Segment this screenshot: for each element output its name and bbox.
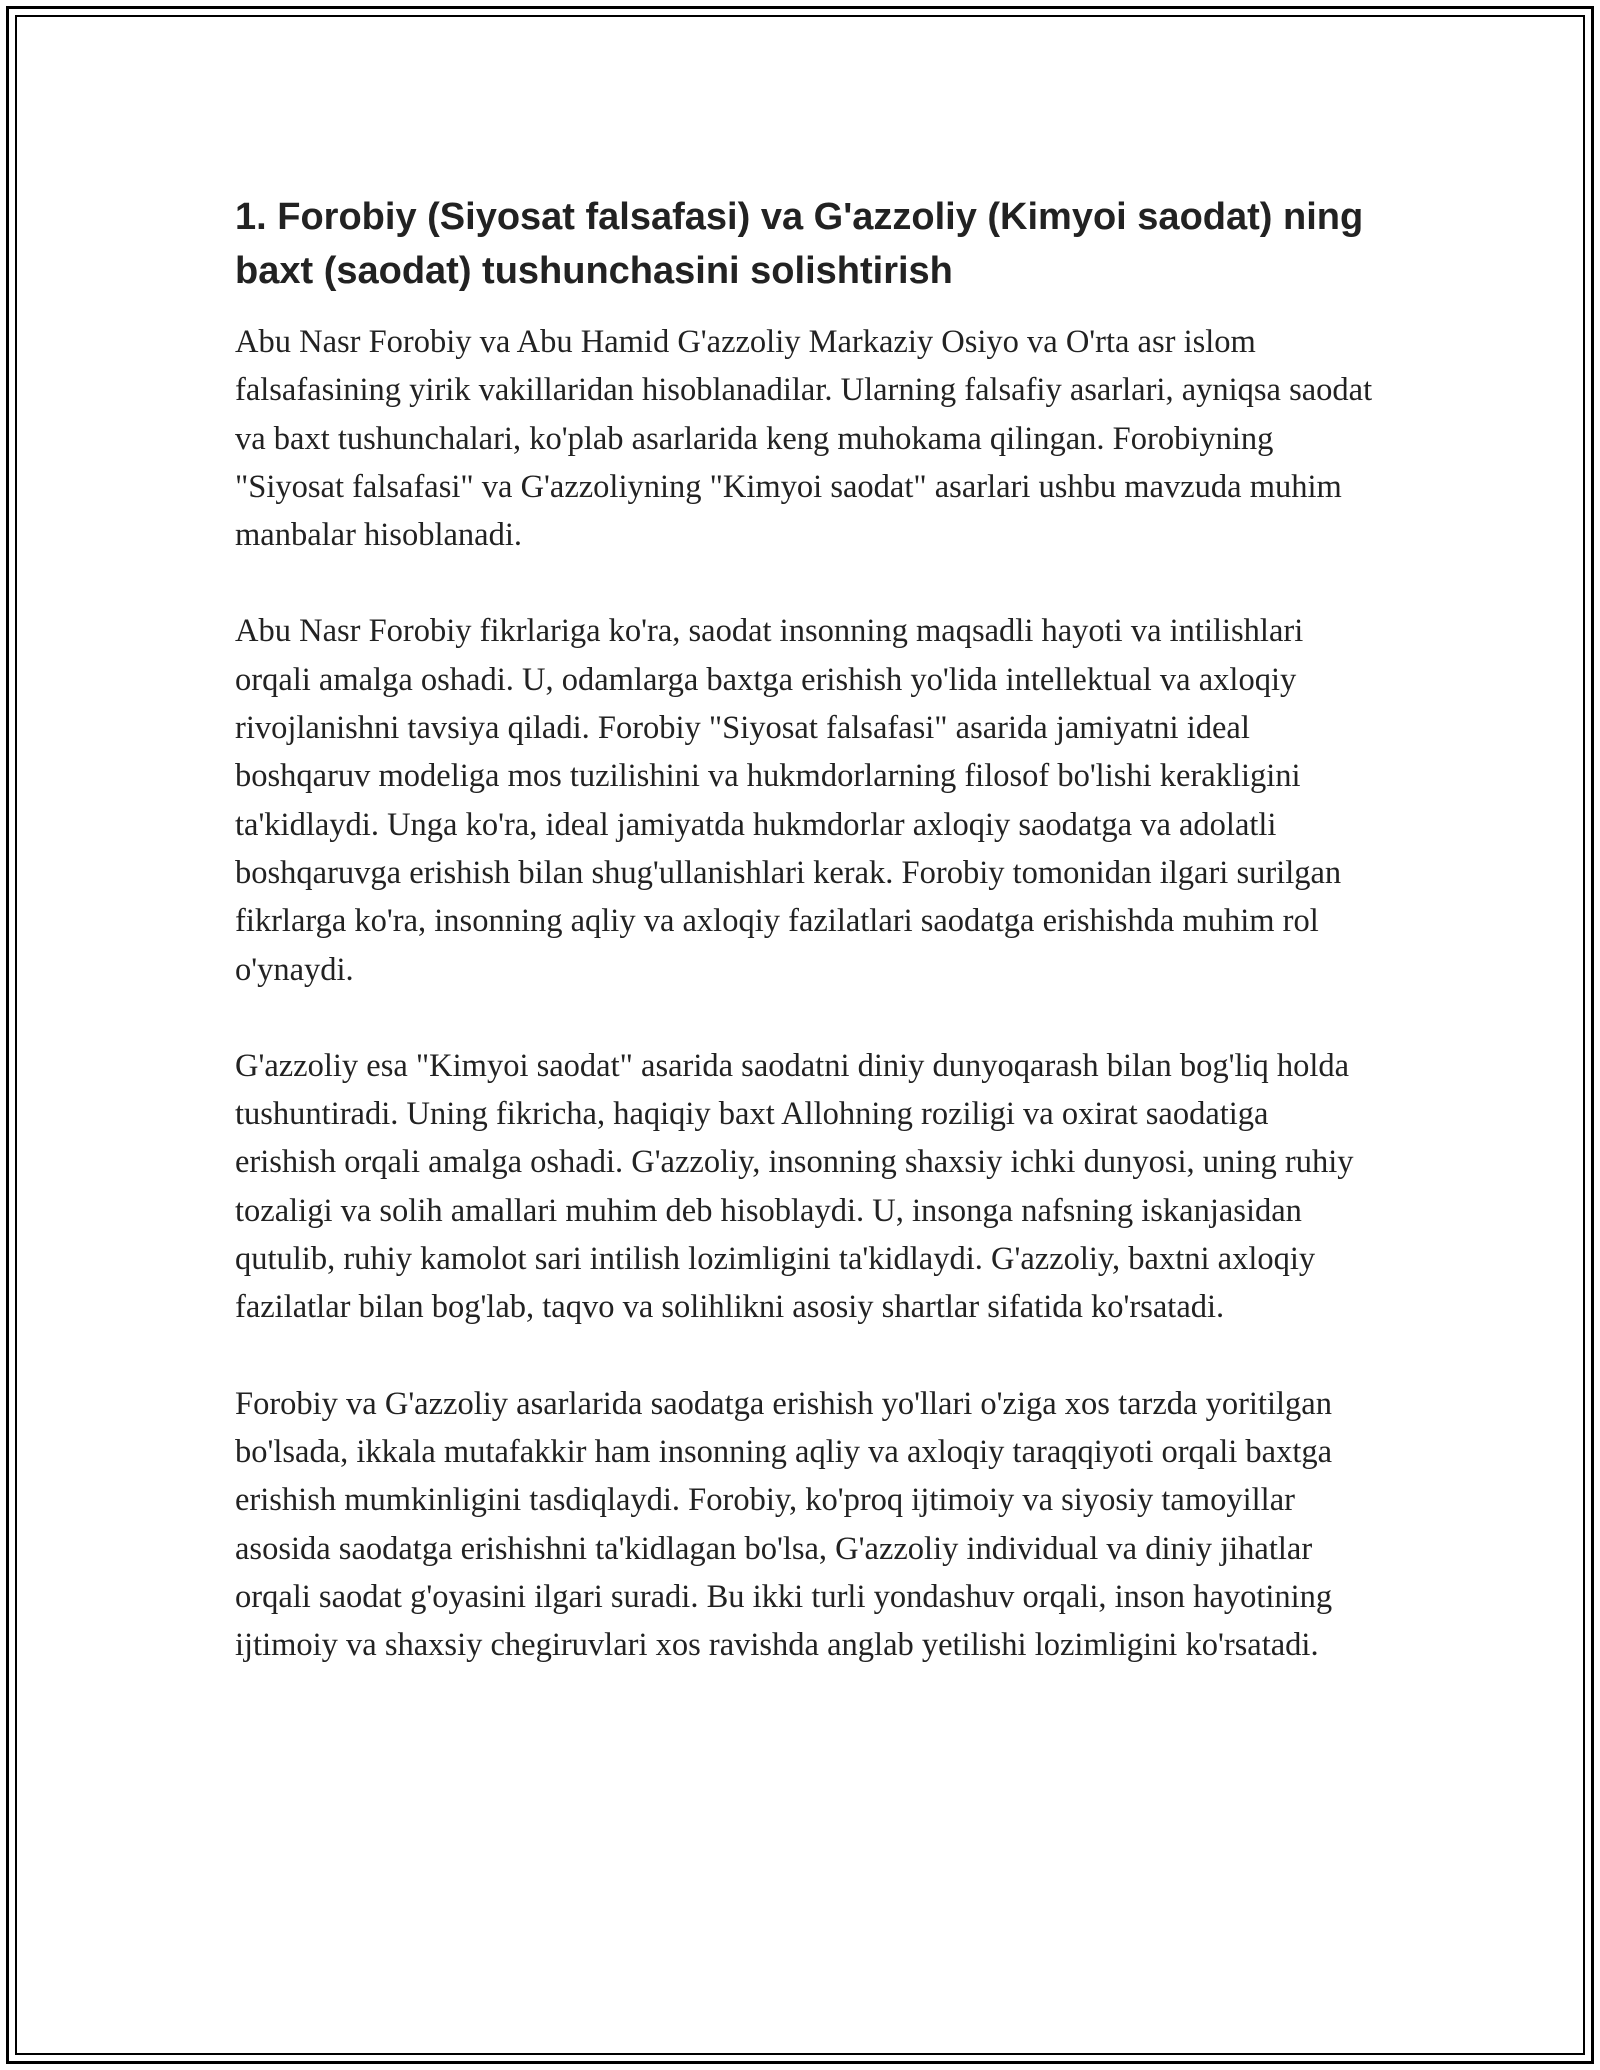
document-body xyxy=(235,190,1375,1717)
paragraph-gazzoliy: G'azzoliy esa "Kimyoi saodat" asarida saodatni diniy dunyoqarash bilan bog'liq holda tushuntiradi. Uning fikricha, haqiqiy baxt Allohning roziligi va oxirat saodatiga erishish orqali amalga oshadi. G'azzoliy, insonning shaxsiy ichki dunyosi, uning ruhiy tozaligi va solih amallari muhim deb hisoblaydi. U, insonga nafsning iskanjasidan qutulib, ruhiy kamolot sari intilish lozimligini ta'kidlaydi. G'azzoliy, baxtni axloqiy fazilatlar bilan bog'lab, taqvo va solihlikni asosiy shartlar sifatida ko'rsatadi. xyxy=(235,1047,1354,1326)
section-heading: 1. Forobiy (Siyosat falsafasi) va G'azzoliy (Kimyoi saodat) ning baxt (saodat) tushunchasini solishtirish xyxy=(235,196,1364,292)
paragraph-forobiy: Abu Nasr Forobiy fikrlariga ko'ra, saodat insonning maqsadli hayoti va intilishlari orqali amalga oshadi. U, odamlarga baxtga erishish yo'lida intellektual va axloqiy rivojlanishni tavsiya qiladi. Forobiy "Siyosat falsafasi" asarida jamiyatni ideal boshqaruv modeliga mos tuzilishini va hukmdorlarning filosof bo'lishi kerakligini ta'kidlaydi. Unga ko'ra, ideal jamiyatda hukmdorlar axloqiy saodatga va adolatli boshqaruvga erishish bilan shug'ullanishlari kerak. Forobiy tomonidan ilgari surilgan fikrlarga ko'ra, insonning aqliy va axloqiy fazilatlari saodatga erishishda muhim rol o'ynaydi. xyxy=(235,613,1342,988)
paragraph-comparison: Forobiy va G'azzoliy asarlarida saodatga erishish yo'llari o'ziga xos tarzda yoritilgan bo'lsada, ikkala mutafakkir ham insonning aqliy va axloqiy taraqqiyoti orqali baxtga erishish mumkinligini tasdiqlaydi. Forobiy, ko'proq ijtimoiy va siyosiy tamoyillar asosida saodatga erishishni ta'kidlagan bo'lsa, G'azzoliy individual va diniy jihatlar orqali saodat g'oyasini ilgari suradi. Bu ikki turli yondashuv orqali, inson hayotining ijtimoiy va shaxsiy chegiruvlari xos ravishda anglab yetilishi lozimligini ko'rsatadi. xyxy=(235,1385,1333,1664)
paragraph-intro: Abu Nasr Forobiy va Abu Hamid G'azzoliy Markaziy Osiyo va O'rta asr islom falsafasining yirik vakillaridan hisoblanadilar. Ularning falsafiy asarlari, ayniqsa saodat va baxt tushunchalari, ko'plab asarlarida keng muhokama qilingan. Forobiyning "Siyosat falsafasi" va G'azzoliyning "Kimyoi saodat" asarlari ushbu mavzuda muhim manbalar hisoblanadi. xyxy=(235,324,1373,554)
